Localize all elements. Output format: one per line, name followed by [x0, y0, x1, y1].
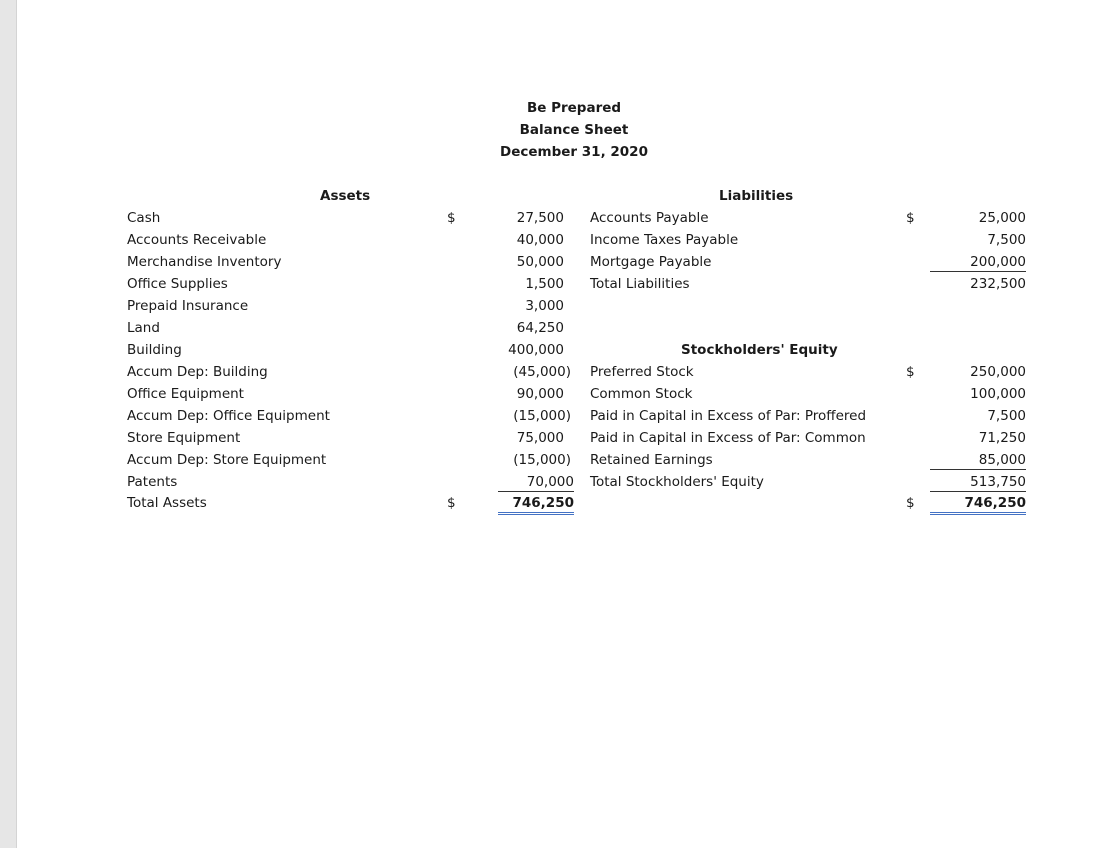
asset-amount: (15,000) [513, 408, 571, 424]
asset-amount: 90,000 [516, 386, 564, 402]
asset-amount: 50,000 [516, 254, 564, 270]
total-liabilities-label: Total Liabilities [590, 276, 690, 292]
asset-amount: 40,000 [516, 232, 564, 248]
asset-label: Patents [127, 474, 178, 490]
asset-amount: 75,000 [516, 430, 564, 446]
asset-label: Accum Dep: Office Equipment [127, 408, 330, 424]
dollar-sign: $ [906, 210, 915, 226]
equity-label: Retained Earnings [590, 452, 713, 468]
equity-amount: 71,250 [978, 430, 1026, 446]
equity-amount: 100,000 [970, 386, 1026, 402]
asset-label: Cash [127, 210, 161, 226]
asset-amount: 27,500 [516, 210, 564, 226]
statement-title: Balance Sheet [519, 122, 629, 138]
assets-heading: Assets [320, 188, 371, 204]
asset-label: Accounts Receivable [127, 232, 267, 248]
asset-label: Accum Dep: Building [127, 364, 268, 380]
asset-label: Office Supplies [127, 276, 228, 292]
asset-label: Prepaid Insurance [127, 298, 249, 314]
liability-label: Income Taxes Payable [590, 232, 739, 248]
asset-amount: 3,000 [525, 298, 564, 314]
equity-label: Paid in Capital in Excess of Par: Proffered [590, 408, 867, 424]
liability-label: Accounts Payable [590, 210, 709, 226]
asset-amount: 1,500 [525, 276, 564, 292]
document-margin-strip [0, 0, 17, 848]
equity-label: Preferred Stock [590, 364, 694, 380]
total-liabilities-amount: 232,500 [970, 276, 1026, 292]
asset-amount: (45,000) [513, 364, 571, 380]
asset-label: Store Equipment [127, 430, 241, 446]
company-name: Be Prepared [526, 100, 622, 116]
asset-label: Accum Dep: Store Equipment [127, 452, 327, 468]
total-equity-amount: 513,750 [930, 473, 1026, 492]
total-assets-label: Total Assets [127, 495, 207, 511]
asset-label: Land [127, 320, 160, 336]
equity-amount: 250,000 [970, 364, 1026, 380]
asset-label: Building [127, 342, 182, 358]
total-assets-amount: 746,250 [498, 494, 574, 515]
equity-amount: 7,500 [987, 408, 1026, 424]
liability-amount: 25,000 [978, 210, 1026, 226]
liability-amount: 200,000 [930, 253, 1026, 272]
equity-amount: 85,000 [930, 451, 1026, 470]
asset-amount: 64,250 [516, 320, 564, 336]
liability-amount: 7,500 [987, 232, 1026, 248]
liabilities-heading: Liabilities [719, 188, 794, 204]
asset-amount: 400,000 [508, 342, 564, 358]
dollar-sign: $ [447, 210, 456, 226]
asset-label: Office Equipment [127, 386, 244, 402]
dollar-sign: $ [447, 495, 456, 511]
asset-label: Merchandise Inventory [127, 254, 282, 270]
equity-heading: Stockholders' Equity [681, 342, 838, 358]
dollar-sign: $ [906, 495, 915, 511]
statement-date: December 31, 2020 [500, 144, 648, 160]
asset-amount: (15,000) [513, 452, 571, 468]
total-equity-label: Total Stockholders' Equity [590, 474, 764, 490]
equity-label: Paid in Capital in Excess of Par: Common [590, 430, 866, 446]
asset-amount: 70,000 [498, 473, 574, 492]
equity-label: Common Stock [590, 386, 693, 402]
liability-label: Mortgage Payable [590, 254, 712, 270]
total-liabilities-equity-amount: 746,250 [930, 494, 1026, 515]
dollar-sign: $ [906, 364, 915, 380]
